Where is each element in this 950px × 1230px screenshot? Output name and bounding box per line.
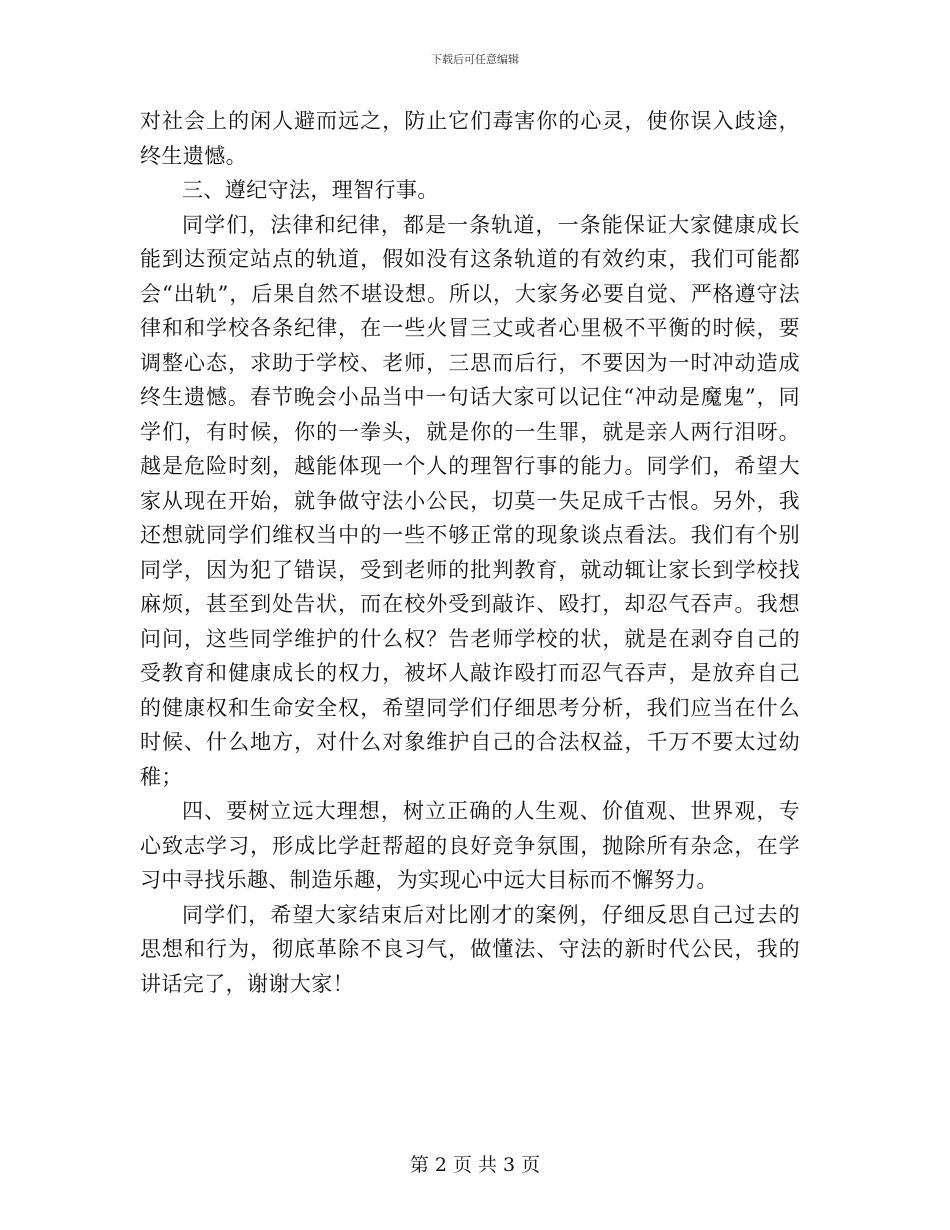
page-number: 第 2 页 共 3 页 <box>409 1154 541 1176</box>
paragraph-law-discipline: 同学们，法律和纪律，都是一条轨道，一条能保证大家健康成长能到达预定站点的轨道，假如没有这条轨道的有效约束，我们可能都会“出轨”，后果自然不堪设想。所以，大家务必要自觉、严格遵守法律和和学校各条纪律，在一些火冒三丈或者心里极不平衡的时候，要调整心态，求助于学校、老师，三思而后行，不要因为一时冲动造成终生遗憾。春节晚会小品当中一句话大家可以记住“冲动是魔鬼”，同学们，有时候，你的一拳头，就是你的一生罪，就是亲人两行泪呀。越是危险时刻，越能体现一个人的理智行事的能力。同学们，希望大家从现在开始，就争做守法小公民，切莫一失足成千古恨。另外，我还想就同学们维权当中的一些不够正常的现象谈点看法。我们有个别同学，因为犯了错误，受到老师的批判教育，就动辄让家长到学校找麻烦，甚至到处告状，而在校外受到敲诈、殴打，却忍气吞声。我想问问，这些同学维护的什么权？告老师学校的状，就是在剥夺自己的受教育和健康成长的权力，被坏人敲诈殴打而忍气吞声，是放弃自己的健康权和生命安全权，希望同学们仔细思考分析，我们应当在什么时候、什么地方，对什么对象维护自己的合法权益，千万不要太过幼稚； <box>140 212 800 789</box>
paragraph-closing: 同学们，希望大家结束后对比刚才的案例，仔细反思自己过去的思想和行为，彻底革除不良习气，做懂法、守法的新时代公民，我的讲话完了，谢谢大家！ <box>140 902 800 996</box>
paragraph-continuation: 对社会上的闲人避而远之，防止它们毒害你的心灵，使你误入歧途，终生遗憾。 <box>140 109 800 168</box>
document-body <box>140 104 800 1001</box>
section-heading-four: 四、要树立远大理想，树立正确的人生观、价值观、世界观，专心致志学习，形成比学赶帮超的良好竞争氛围，抛除所有杂念，在学习中寻找乐趣、制造乐趣，为实现心中远大目标而不懈努力。 <box>140 799 800 892</box>
section-heading-three: 三、遵纪守法，理智行事。 <box>182 178 439 202</box>
page-header-note: 下载后可任意编辑 <box>431 53 519 66</box>
